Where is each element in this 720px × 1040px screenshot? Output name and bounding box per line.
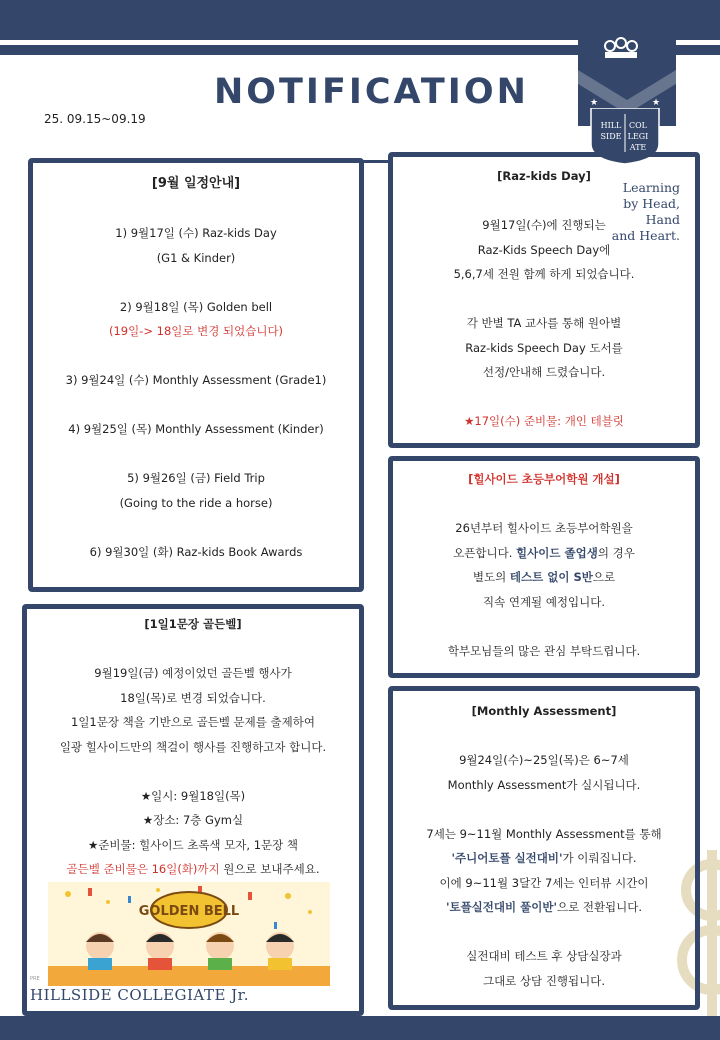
motto: Learning by Head, Hand and Heart. [611, 180, 680, 243]
goldenbell-content: [1일1문장 골든벨] 9월19일(금) 예정이었던 골든벨 행사가 18일(목)로 변경 되었습니다. 1일1문장 책을 기반으로 골든벨 문제를 출제하여 일광 힐사이드만의 책걸이 행사를 진행하고자 합니다. ★일시: 9월18일(목) ★장소: 7층 Gym실 ★준비물: 힐사이드 초록색 모자, 1문장 책 골든벨 준비물은 16일(화)까지 원으로 보내주세요. [27, 612, 359, 882]
schedule-item: 4) 9월25일 (목) Monthly Assessment (Kinder) [68, 422, 324, 436]
schedule-item: (Going to the ride a horse) [119, 495, 273, 510]
schedule-heading: [9월 일정안내] [151, 176, 241, 191]
schedule-item: 5) 9월26일 (금) Field Trip [127, 471, 265, 485]
deadline-highlight: 골든벨 준비물은 16일(화)까지 [66, 862, 220, 876]
star-icon: ★ [652, 98, 661, 108]
page-title: NOTIFICATION [214, 72, 529, 112]
crest-right-text: COL LEGI ATE [627, 121, 649, 152]
schedule-item: 2) 9월18일 (목) Golden bell [119, 299, 273, 314]
monthly-heading: [Monthly Assessment] [471, 704, 617, 718]
event-supplies: ★준비물: 힐사이드 초록색 모자, 1문장 책 [87, 837, 299, 852]
schedule-item: (G1 & Kinder) [156, 250, 236, 265]
crest-left-text: HILL SIDE [600, 121, 622, 141]
elementary-heading: [힐사이드 초등부어학원 개설] [468, 472, 620, 486]
schedule-note: (19일-> 18일로 변경 되었습니다) [108, 324, 284, 338]
footer-small-text: PRE [30, 976, 40, 982]
star-icon: ★ [590, 98, 599, 108]
footer-logo: HILLSIDE COLLEGIATE Jr. [30, 986, 249, 1004]
event-place: ★장소: 7층 Gym실 [142, 813, 244, 827]
schedule-item: 3) 9월24일 (수) Monthly Assessment (Grade1) [65, 373, 327, 387]
schedule-content [33, 172, 359, 564]
goldenbell-image-title: GOLDEN BELL [138, 904, 240, 919]
date-range: 25. 09.15~09.19 [44, 112, 146, 126]
schedule-item: 1) 9월17일 (수) Raz-kids Day [115, 226, 277, 240]
event-date: ★일시: 9월18일(목) [140, 788, 246, 803]
monthly-content: [Monthly Assessment] 9월24일(수)~25일(목)은 6~7세 Monthly Assessment가 실시됩니다. 7세는 9~11월 Monthly Assessment를 통해 '주니어토플 실전대비'가 이뤄집니다. 이에 9~11월 3달간 7세는 인터뷰 시간이 '토플실전대비 풀이반'으로 전환됩니다. 실전대비 테스트 후 상담실장과 그대로 상담 진행됩니다. [393, 699, 695, 993]
goldenbell-image [48, 882, 330, 986]
razkids-supplies: ★17일(수) 준비물: 개인 테블릿 [464, 414, 624, 428]
schedule-item: 6) 9월30일 (화) Raz-kids Book Awards [89, 544, 303, 559]
crown-icon [600, 36, 642, 60]
goldenbell-heading: [1일1문장 골든벨] [144, 617, 242, 631]
elementary-content: [힐사이드 초등부어학원 개설] 26년부터 힐사이드 초등부어학원을 오픈합니다. 힐사이드 졸업생의 경우 별도의 테스트 없이 S반으로 직속 연계될 예정입니다. 학부모님들의 많은 관심 부탁드립니다. [393, 467, 695, 663]
footer-band [0, 1016, 720, 1040]
razkids-content: [Raz-kids Day] 9월17일(수)에 진행되는 Raz-Kids Speech Day에 5,6,7세 전원 함께 하게 되었습니다. 각 반별 TA 교사를 통해 원아별 Raz-kids Speech Day 도서를 선정/안내해 드렸습니다. ★17일(수) 준비물: 개인 테블릿 [393, 164, 695, 434]
razkids-heading: [Raz-kids Day] [497, 169, 591, 183]
